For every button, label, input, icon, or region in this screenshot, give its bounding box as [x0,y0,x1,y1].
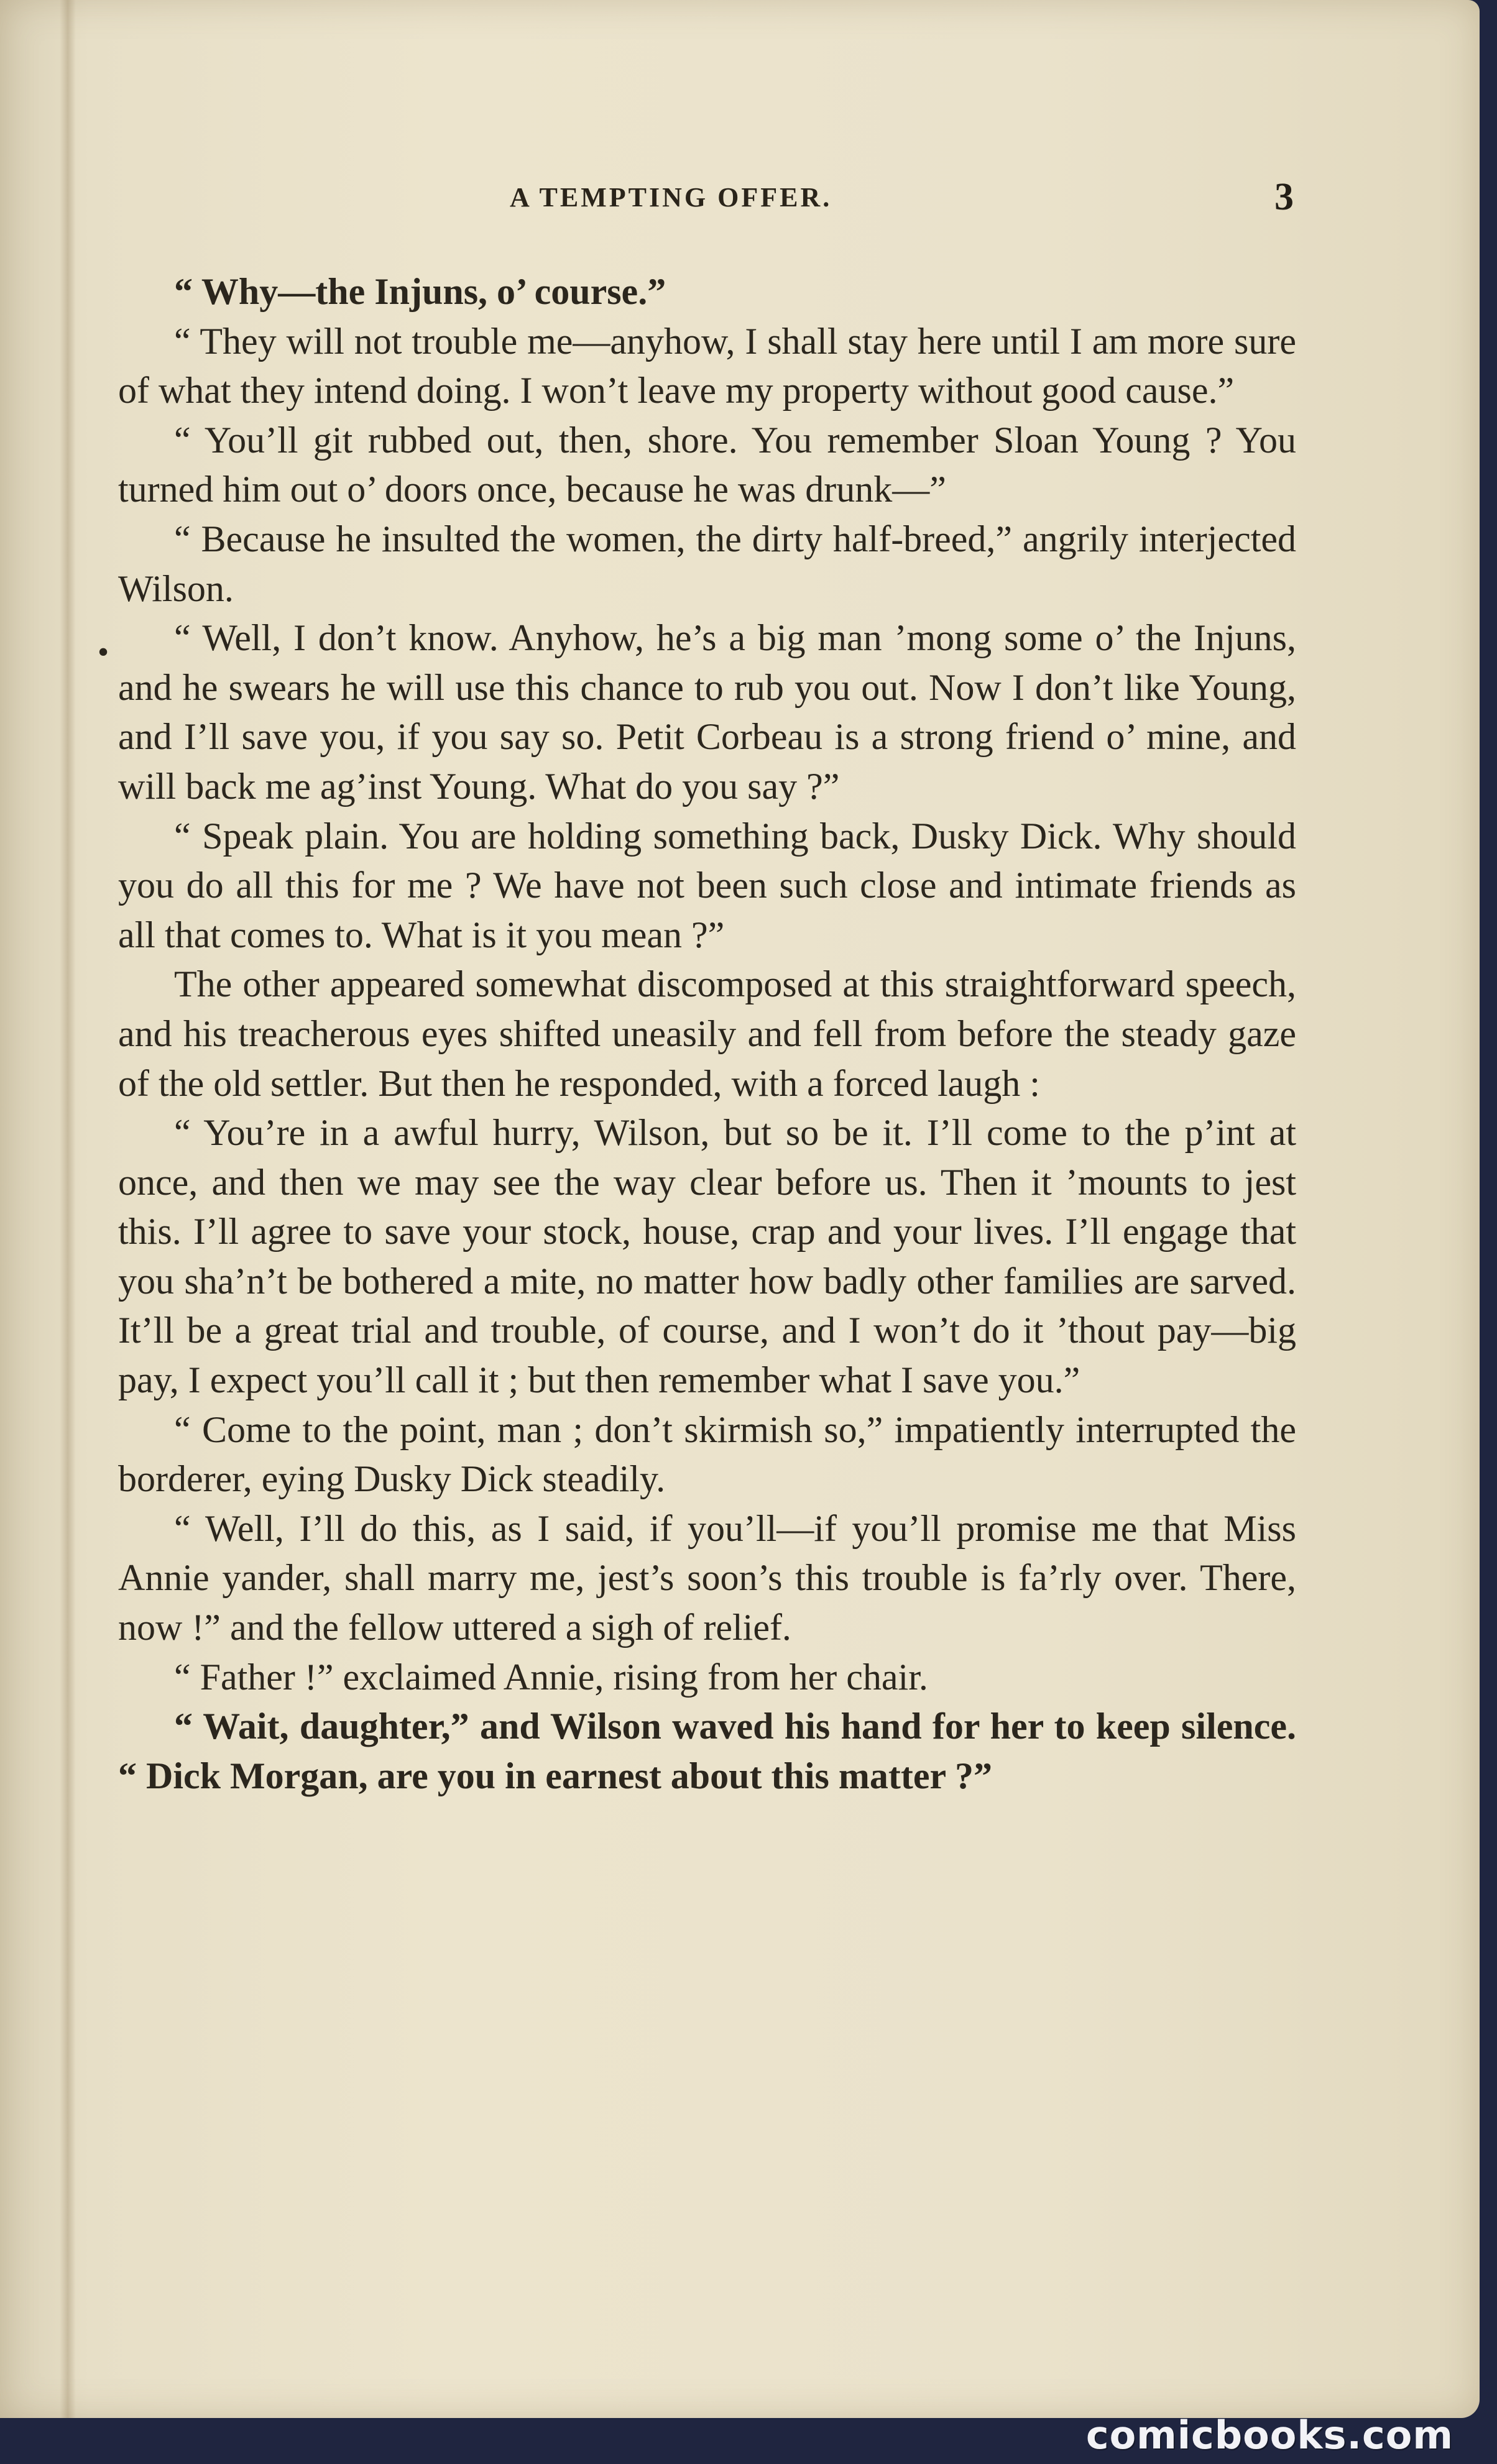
paragraph: “ Well, I don’t know. Anyhow, he’s a big man ’mong some o’ the Injuns, and he swears he will use this chance to rub you out. Now I don’t like Young, and I’ll save you, if you say so. Petit Corbeau is a strong friend o’ mine, and will back me ag’inst Young. What do you say ?” [118,617,1296,807]
paragraph: “ You’ll git rubbed out, then, shore. You remember Sloan Young ? You turned him out o’ doors once, because he was drunk—” [118,419,1296,510]
paragraph: “ Why—the Injuns, o’ course.” [174,271,666,312]
body-text [118,267,1296,1801]
paragraph: “ Speak plain. You are holding something back, Dusky Dick. Why should you do all this for me ? We have not been such close and intimate friends as all that comes to. What is it you mean ?” [118,815,1296,955]
watermark: comicbooks.com [1085,2412,1453,2458]
paragraph: “ Come to the point, man ; don’t skirmish so,” impatiently interrupted the borderer, eying Dusky Dick steadily. [118,1409,1296,1500]
page-number: 3 [1274,176,1294,218]
paragraph: The other appeared somewhat discomposed at this straightforward speech, and his treacherous eyes shifted uneasily and fell from before the steady gaze of the old settler. But then he responded, with a forced laugh : [118,963,1296,1104]
paragraph: “ Because he insulted the women, the dirty half-breed,” angrily interjected Wilson. [118,518,1296,609]
running-head: A TEMPTING OFFER. [510,182,832,213]
paragraph: “ They will not trouble me—anyhow, I shall stay here until I am more sure of what they intend doing. I won’t leave my property without good cause.” [118,320,1296,411]
paragraph: “ Father !” exclaimed Annie, rising from her chair. [174,1656,928,1698]
paragraph: “ You’re in a awful hurry, Wilson, but so be it. I’ll come to the p’int at once, and then we may see the way clear before us. Then it ’mounts to jest this. I’ll agree to save your stock, house, crap and your lives. I’ll engage that you sha’n’t be bothered a mite, no matter how badly other families are sarved. It’ll be a great trial and trouble, of course, and I won’t do it ’thout pay—big pay, I expect you’ll call it ; but then remember what I save you.” [118,1112,1296,1401]
margin-mark: • [98,636,109,668]
page-header [0,176,1480,219]
paragraph: “ Wait, daughter,” and Wilson waved his hand for her to keep silence. “ Dick Morgan, are you in earnest about this matter ?” [118,1706,1296,1796]
page-gutter [60,0,76,2418]
paragraph: “ Well, I’ll do this, as I said, if you’ll—if you’ll promise me that Miss Annie yander, shall marry me, jest’s soon’s this trouble is fa’rly over. There, now !” and the fellow uttered a sigh of relief. [118,1507,1296,1648]
